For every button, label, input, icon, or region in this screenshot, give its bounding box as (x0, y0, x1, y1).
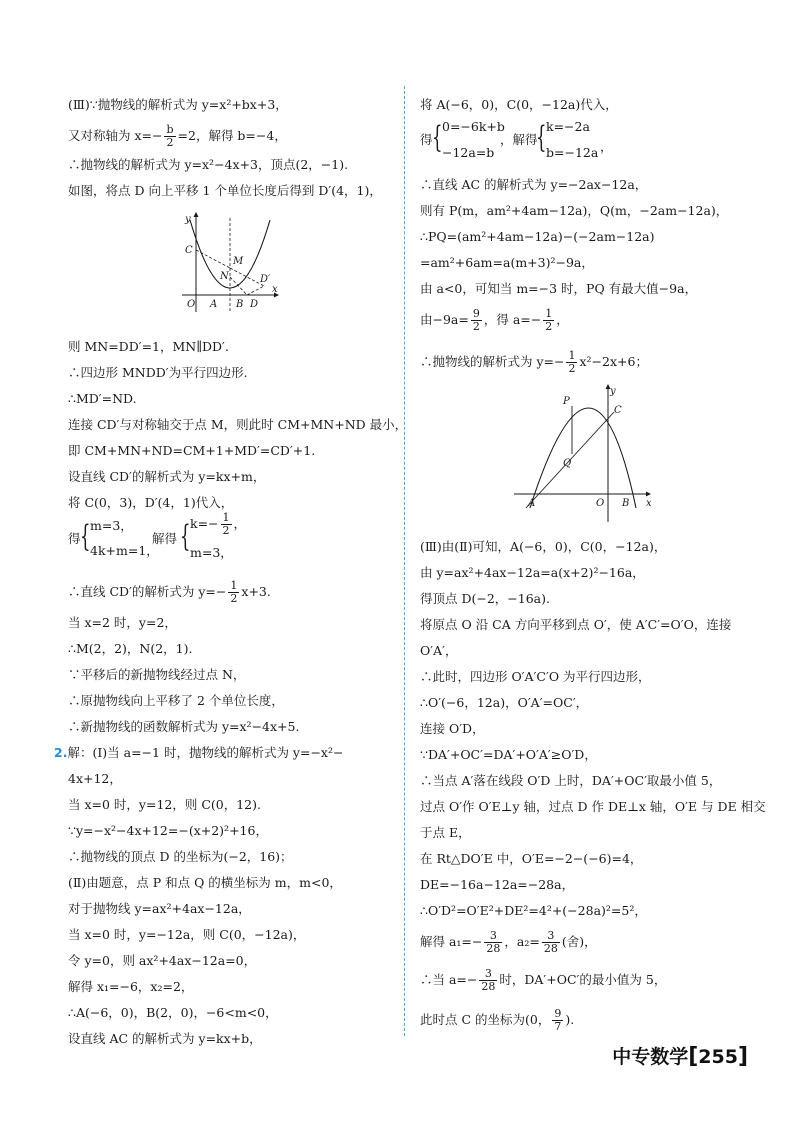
denominator: 2 (222, 524, 230, 537)
text-segment: 得 (420, 132, 433, 147)
denominator: 2 (230, 592, 238, 605)
equation: m=3， (90, 518, 133, 533)
equation (190, 512, 246, 537)
label-n: N (220, 271, 229, 282)
text-line (420, 308, 569, 333)
text-line: 即 CM+MN+ND=CM+1+MD′=CD′+1. (68, 443, 316, 458)
label-d-prime: D′ (260, 274, 271, 285)
text-segment: ， (556, 312, 569, 327)
fraction (471, 308, 482, 333)
text-line: ∴直线 AC 的解析式为 y=−2ax−12a， (420, 177, 648, 192)
text-line: 令 y=0，则 ax²+4ax−12a=0， (68, 953, 257, 968)
numerator: 9 (554, 1007, 562, 1020)
text-segment: 时，DA′+OC′的最小值为 5， (499, 972, 667, 987)
text-segment: x²−2x+6； (579, 354, 648, 369)
numerator: b (166, 123, 174, 136)
bracket-left: [ (688, 1044, 699, 1069)
numerator: 3 (542, 930, 560, 943)
parabola-figure-2 (510, 382, 654, 524)
text-line (420, 930, 597, 955)
page-number: 255 (698, 1046, 738, 1068)
brace: { (432, 120, 443, 155)
text-line: 由 y=ax²+4ax−12a=a(x+2)²−16a， (420, 565, 645, 580)
text-line: 过点 O′作 O′E⊥y 轴，过点 D 作 DE⊥x 轴，O′E 与 DE 相交 (420, 799, 766, 814)
column-divider (404, 86, 405, 1036)
text-segment: 解得 a₁=− (420, 934, 483, 949)
text-segment: 得 (68, 531, 81, 546)
fraction (228, 580, 239, 605)
text-line: 设直线 CD′的解析式为 y=kx+m， (68, 469, 266, 484)
equation: b=−12a (546, 145, 599, 160)
text-line: ∴抛物线的解析式为 y=x²−4x+3，顶点(2，−1). (68, 157, 349, 172)
text-line: ∵y=−x²−4x+12=−(x+2)²+16， (68, 823, 268, 838)
fraction (566, 350, 577, 375)
fraction (484, 930, 502, 955)
text-segment: 又对称轴为 x=− (68, 128, 163, 143)
label-y: y (610, 386, 616, 397)
text-line: 当 x=0 时，y=−12a，则 C(0，−12a)， (68, 927, 306, 942)
fraction (552, 1008, 563, 1033)
label-q: Q (563, 458, 572, 469)
brace: { (80, 519, 91, 554)
text-line: ∴新抛物线的函数解析式为 y=x²−4x+5. (68, 719, 300, 734)
denominator: 7 (554, 1020, 562, 1033)
text-line: ∴M(2，2)，N(2，1). (68, 641, 193, 656)
question-number: 2. (54, 745, 68, 760)
bracket-right: ] (737, 1044, 748, 1069)
text-segment: x+3. (241, 584, 271, 599)
denominator: 28 (481, 980, 496, 993)
numerator: 1 (568, 349, 576, 362)
text-segment: 解：(Ⅰ)当 a=−1 时，抛物线的解析式为 y=−x²− (67, 745, 344, 760)
denominator: 28 (543, 942, 558, 955)
numerator: 3 (484, 930, 502, 943)
denominator: 2 (545, 320, 553, 333)
text-line: (Ⅲ)由(Ⅱ)可知，A(−6，0)，C(0，−12a)， (420, 539, 667, 554)
fraction (221, 512, 232, 537)
text-line: 由 a<0，可知当 m=−3 时，PQ 有最大值−9a， (420, 281, 698, 296)
subject-label: 中专数学 (612, 1046, 689, 1068)
label-y: y (185, 214, 191, 225)
numerator: 1 (230, 579, 238, 592)
text-line (68, 580, 271, 605)
text-line: 4x+12， (68, 771, 122, 786)
text-line (420, 350, 648, 375)
text-line: ∴A(−6，0)，B(2，0)，−6<m<0， (68, 1005, 278, 1020)
label-o: O (596, 498, 605, 509)
label-o: O (187, 299, 196, 310)
text-line (68, 124, 287, 149)
text-segment: 解得 (152, 531, 178, 546)
fraction (543, 308, 554, 333)
numerator: 3 (479, 968, 497, 981)
numerator: 1 (222, 511, 230, 524)
text-segment: 此时点 C 的坐标为 (420, 1012, 526, 1027)
text-line: ∵DA′+OC′=DA′+O′A′≥O′D， (420, 747, 597, 762)
text-segment: ). (565, 1012, 575, 1027)
brace: { (536, 120, 547, 155)
text-line: 连接 O′D， (420, 721, 485, 736)
text-line: 连接 CD′与对称轴交于点 M，则此时 CM+MN+ND 最小， (68, 417, 408, 432)
numerator: 1 (545, 307, 553, 320)
text-segment: ，得 a=− (483, 312, 542, 327)
text-line: 设直线 AC 的解析式为 y=kx+b， (68, 1031, 262, 1046)
denominator: 2 (472, 320, 480, 333)
fraction (542, 930, 560, 955)
text-line: 将 C(0，3)，D′(4，1)代入， (68, 495, 234, 510)
equation: 0=−6k+b (442, 119, 505, 134)
brace: { (180, 519, 191, 554)
label-a: A (528, 498, 536, 509)
label-b: B (236, 299, 244, 310)
text-line: 对于抛物线 y=ax²+4ax−12a， (68, 901, 251, 916)
numerator: 9 (472, 307, 480, 320)
text-line: ∴四边形 MNDD′为平行四边形. (68, 365, 248, 380)
text-line: 当 x=2 时，y=2， (68, 615, 177, 630)
denominator: 2 (166, 136, 174, 149)
text-line: ∴原抛物线向上平移了 2 个单位长度， (68, 693, 284, 708)
label-c: C (185, 245, 193, 256)
text-segment: =2，解得 b=−4， (177, 128, 287, 143)
line-dd (247, 286, 264, 295)
text-segment: ∴抛物线的解析式为 y=− (420, 354, 565, 369)
text-segment: ， (600, 139, 613, 154)
text-line: 将原点 O 沿 CA 方向平移到点 O′，使 A′C′=O′O，连接 (420, 617, 732, 632)
page-footer (612, 1042, 748, 1069)
text-line: ∴O′(−6，12a)，O′A′=OC′， (420, 695, 589, 710)
equation: m=3， (190, 545, 233, 560)
label-b: B (622, 498, 630, 509)
text-line: 当 x=0 时，y=12，则 C(0，12). (68, 797, 261, 812)
label-c: C (614, 405, 622, 416)
text-line: 于点 E， (420, 825, 471, 840)
text-line: ∴MD′=ND. (68, 391, 137, 406)
text-segment: k=− (190, 516, 219, 531)
equation: k=−2a (546, 119, 590, 134)
label-m: M (233, 256, 244, 267)
text-line: 得顶点 D(−2，−16a). (420, 591, 550, 606)
denominator: 28 (486, 942, 501, 955)
text-line: 解得 x₁=−6，x₂=2， (68, 979, 194, 994)
text-line: O′A′， (420, 643, 458, 658)
text-line: 如图，将点 D 向上平移 1 个单位长度后得到 D′(4，1)， (68, 183, 382, 198)
text-line (54, 744, 343, 762)
denominator: 2 (568, 362, 576, 375)
text-line: 则有 P(m，am²+4am−12a)，Q(m，−2am−12a)， (420, 203, 729, 218)
label-p: P (563, 396, 570, 407)
text-segment: 由−9a= (420, 312, 469, 327)
equation: 4k+m=1， (90, 543, 159, 558)
line-cm (196, 250, 230, 268)
label-x: x (646, 498, 652, 509)
text-segment: ∴直线 CD′的解析式为 y=− (68, 584, 227, 599)
text-segment: ，解得 (500, 132, 538, 147)
fraction (479, 968, 497, 993)
label-x: x (272, 284, 278, 295)
text-segment: (舍)， (561, 934, 597, 949)
text-line (420, 968, 666, 993)
line-md (230, 268, 264, 286)
text-line (420, 1008, 574, 1033)
label-d: D (250, 299, 259, 310)
text-segment: ∴当 a=− (420, 972, 478, 987)
text-line: 将 A(−6，0)，C(0，−12a)代入， (420, 97, 618, 112)
text-line: (Ⅱ)由题意，点 P 和点 Q 的横坐标为 m，m<0， (68, 875, 342, 890)
x-axis-arrow (646, 492, 651, 497)
label-a: A (210, 299, 218, 310)
y-axis-arrow (194, 212, 199, 217)
text-line: ∴当点 A′落在线段 O′D 上时，DA′+OC′取最小值 5， (420, 773, 722, 788)
equation-system-2 (420, 116, 750, 166)
equation-system-1 (68, 511, 394, 566)
parabola (530, 408, 636, 508)
fraction (164, 124, 175, 149)
text-line: ∴O′D²=O′E²+DE²=4²+(−28a)²=5²， (420, 903, 647, 918)
text-line: (Ⅲ)∵抛物线的解析式为 y=x²+bx+3， (68, 97, 288, 112)
text-line: DE=−16a−12a=−28a， (420, 877, 575, 892)
text-segment: ， (233, 516, 247, 531)
text-segment: (0， (525, 1012, 551, 1027)
text-segment: ，a₂= (504, 934, 540, 949)
text-line: 在 Rt△DO′E 中，O′E=−2−(−6)=4， (420, 851, 643, 866)
text-line: =am²+6am=a(m+3)²−9a， (420, 255, 594, 270)
text-line: ∴PQ=(am²+4am−12a)−(−2am−12a) (420, 229, 655, 244)
text-line: ∵平移后的新抛物线经过点 N， (68, 667, 246, 682)
parabola-figure-1 (180, 212, 280, 314)
text-line: ∴此时，四边形 O′A′C′O 为平行四边形， (420, 669, 651, 684)
text-line: ∴抛物线的顶点 D 的坐标为(−2，16)； (68, 849, 293, 864)
text-line: 则 MN=DD′=1，MN∥DD′. (68, 339, 229, 354)
equation: −12a=b (442, 145, 495, 160)
